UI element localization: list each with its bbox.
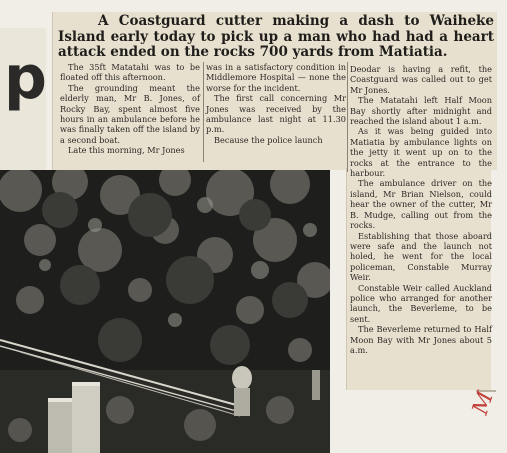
paragraph: Constable Weir called Auckland police who arranged for another launch, the Beverleme, to be sent.: [350, 282, 492, 324]
paragraph: The ambulance driver on the island, Mr Brian Nielson, could hear the owner of the cutter, Mr B. Mudge, calling out from the rocks.: [350, 178, 492, 231]
article-headline: A Coastguard cutter making a dash to Waiheke Island early today to pick up a man who had had a heart attack ended on the rocks 700 yards from Matiatia.: [58, 13, 494, 60]
article-column-3: [350, 64, 492, 355]
paragraph: Deodar is having a refit, the Coastguard was called out to get Mr Jones.: [350, 64, 492, 95]
paragraph: The grounding meant the elderly man, Mr B. Jones, of Rocky Bay, spent almost five hours in an ambulance before he was finally taken off the island by a second boat.: [60, 82, 200, 145]
paragraph: Because the police launch: [214, 134, 323, 145]
paragraph: The Matatahi left Half Moon Bay shortly after midnight and reached the island about 1 a.m.: [350, 95, 492, 127]
paragraph: As it was being guided into Matiatia by ambulance lights on the jetty it went up on to the rocks at the entrance to the harbour.: [350, 126, 492, 179]
news-photo: [0, 170, 330, 453]
paragraph: Establishing that those aboard were safe and the launch not holed, he went for the local policeman, Constable Murray Weir.: [350, 230, 492, 283]
article-column-2: [206, 62, 346, 145]
column-rule: [203, 62, 204, 162]
paragraph: The 35ft Matatahi was to be floated off this afternoon.: [60, 62, 200, 83]
paragraph: The Beverleme returned to Half Moon Bay with Mr Jones about 5 a.m.: [350, 324, 492, 355]
column-rule: [347, 62, 348, 172]
article-column-1: [60, 62, 200, 156]
paragraph: The first call concerning Mr Jones was received by the ambulance last night at 11.30 p.m.: [206, 93, 346, 135]
paragraph: was in a satisfactory condition in Middlemore Hospital — none the worse for the incident.: [206, 62, 346, 93]
handwritten-note: M: [468, 387, 500, 418]
paragraph: Late this morning, Mr Jones: [68, 145, 185, 156]
partial-headline-letter: p: [4, 43, 47, 113]
photo-image: [0, 170, 330, 453]
